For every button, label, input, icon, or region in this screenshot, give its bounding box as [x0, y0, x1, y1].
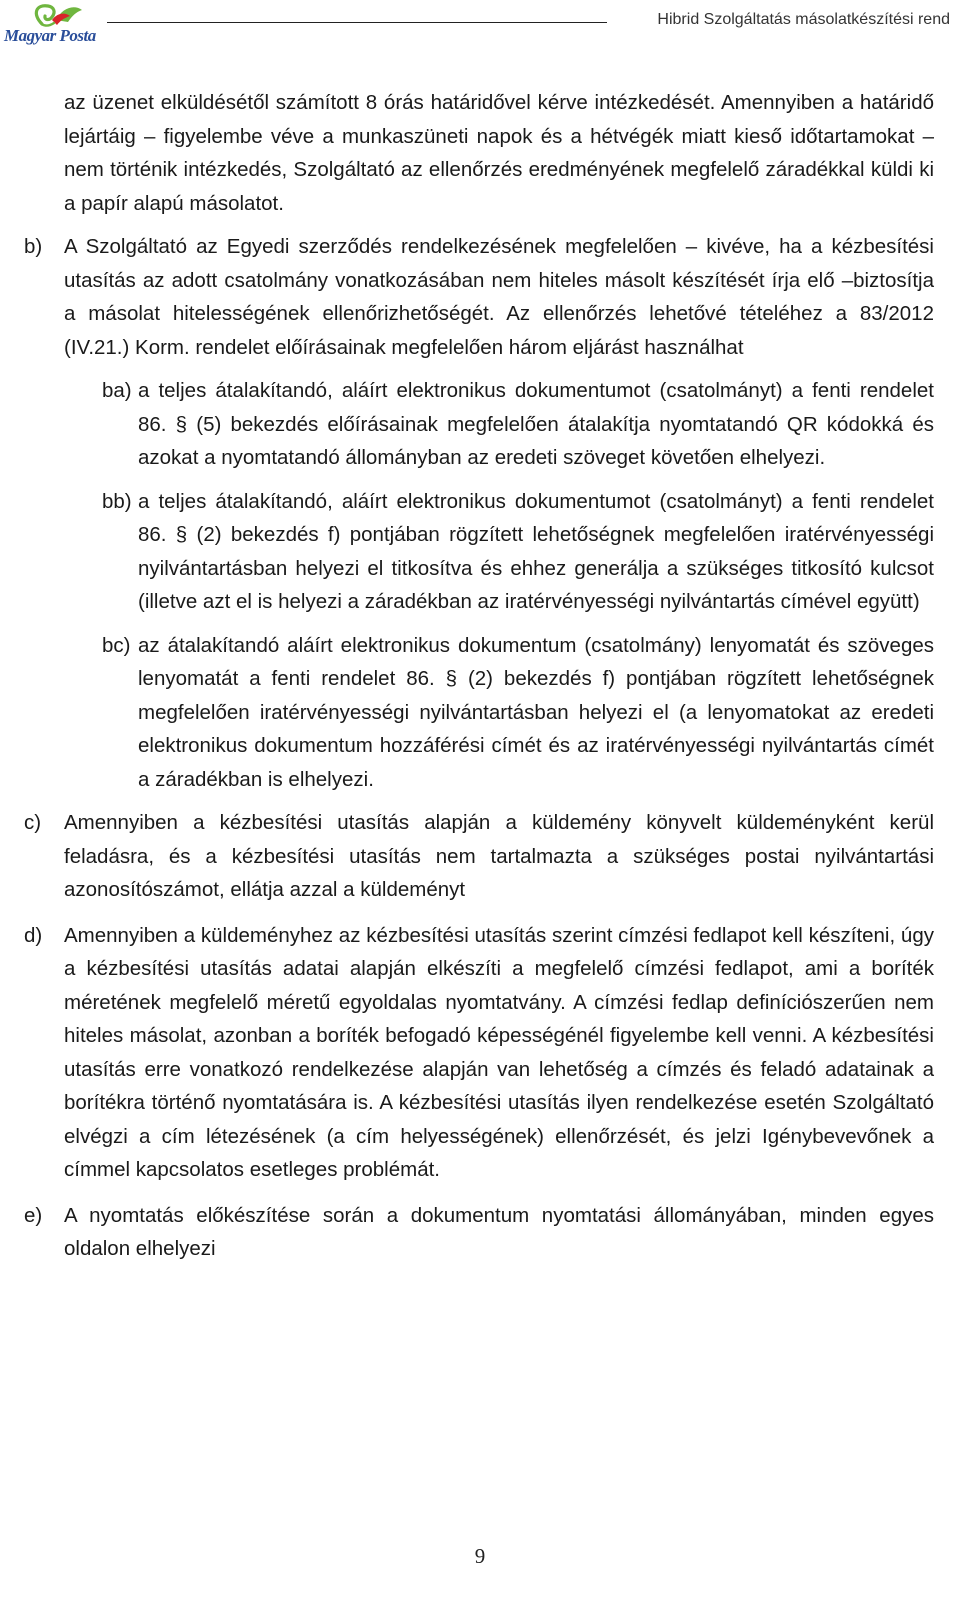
- list-item-text: A nyomtatás előkészítése során a dokumentum nyomtatási állományában, minden egyes oldalon elhelyezi: [64, 1203, 934, 1260]
- sub-item-label: bb): [102, 489, 132, 513]
- list-item-label: b): [24, 235, 43, 258]
- sub-item-bb: [64, 485, 934, 619]
- list-item-e: [0, 1199, 934, 1266]
- list-item-label: d): [24, 923, 43, 947]
- sub-item-ba: [64, 374, 934, 475]
- page-header: [0, 0, 960, 64]
- sub-item-label: ba): [102, 379, 132, 402]
- header-rule: [107, 22, 607, 23]
- list-item-label: e): [24, 1203, 43, 1227]
- page-content: [0, 86, 960, 1266]
- magyar-posta-logo: [2, 0, 106, 58]
- sub-item-text: a teljes átalakítandó, aláírt elektronikus dokumentumot (csatolmányt) a fenti rendelet 86. § (5) bekezdés előírásainak megfelelően átalakítja nyomtatandó QR kódokká és azokat a nyomtatandó állományban az eredeti szöveget követően elhelyezi.: [138, 379, 934, 469]
- list-item-text: A Szolgáltató az Egyedi szerződés rendelkezésének megfelelően – kivéve, ha a kézbesítési utasítás az adott csatolmány vonatkozásában nem hiteles másolt készítését írja elő –biztosítja a másolat hitelességének ellenőrizhetőségét. Az ellenőrzés lehetővé tételéhez a 83/2012 (IV.21.) Korm. rendelet előírásainak megfelelően három eljárást használhat: [64, 235, 934, 359]
- sub-item-bc: [64, 629, 934, 797]
- lead-paragraph: az üzenet elküldésétől számított 8 órás határidővel kérve intézkedését. Amennyiben a határidő lejártáig – figyelembe véve a munkaszüneti napok és a hétvégék miatt kieső időtartamokat – nem történik intézkedés, Szolgáltató az ellenőrzés eredményének megfelelő záradékkal küldi ki a papír alapú másolatot.: [64, 91, 934, 215]
- list-item-d: [0, 919, 934, 1187]
- sub-item-text: a teljes átalakítandó, aláírt elektronikus dokumentumot (csatolmányt) a fenti rendelet 86. § (2) bekezdés f) pontjában rögzített lehetőségnek megfelelően iratérvényességi nyilvántartásban helyezi el titkosítva és ehhez generálja a szükséges titkosító kulcsot (illetve azt el is helyezi a záradékban az iratérvényességi nyilvántartás címével együtt): [138, 489, 934, 613]
- sub-item-label: bc): [102, 633, 131, 657]
- list-item-c: [0, 806, 934, 907]
- list-item-text: Amennyiben a kézbesítési utasítás alapján a küldemény könyvelt küldeményként kerül feladásra, és a kézbesítési utasítás nem tartalmazta a szükséges postai nyilvántartási azonosítószámot, ellátja azzal a küldeményt: [64, 811, 934, 901]
- list-item-text: Amennyiben a küldeményhez az kézbesítési utasítás szerint címzési fedlapot kell készíteni, úgy a kézbesítési utasítás adatai alapján elkészíti a megfelelő címzési fedlapot, ami a boríték méretének megfelelő méretű egyoldalas nyomtatvány. A címzési fedlap definíciószerűen nem hiteles másolat, azonban a boríték befogadó képességénél figyelembe kell venni. A kézbesítési utasítás erre vonatkozó rendelkezése alapján van lehetőség a címzés és feladó adatainak a borítékra történő nyomtatására is. A kézbesítési utasítás ilyen rendelkezése esetén Szolgáltató elvégzi a cím létezésének (a cím helyességének) ellenőrzését, és jelzi Igénybevevőnek a címmel kapcsolatos esetleges problémát.: [64, 923, 934, 1181]
- page-number: 9: [474, 1544, 486, 1568]
- list-item-b: [0, 230, 934, 796]
- logo-text: Magyar Posta: [4, 26, 96, 45]
- document-title: Hibrid Szolgáltatás másolatkészítési rend: [657, 11, 950, 28]
- sub-item-text: az átalakítandó aláírt elektronikus dokumentum (csatolmány) lenyomatát és szöveges lenyomatát a fenti rendelet 86. § (2) bekezdés f) pontjában rögzített lehetőségnek megfelelően iratérvényességi nyilvántartásban helyezi el (a lenyomatokat az eredeti elektronikus dokumentum hozzáférési címét és az iratérvényességi nyilvántartás címét a záradékban is elhelyezi.: [138, 633, 934, 791]
- list-item-label: c): [24, 811, 42, 834]
